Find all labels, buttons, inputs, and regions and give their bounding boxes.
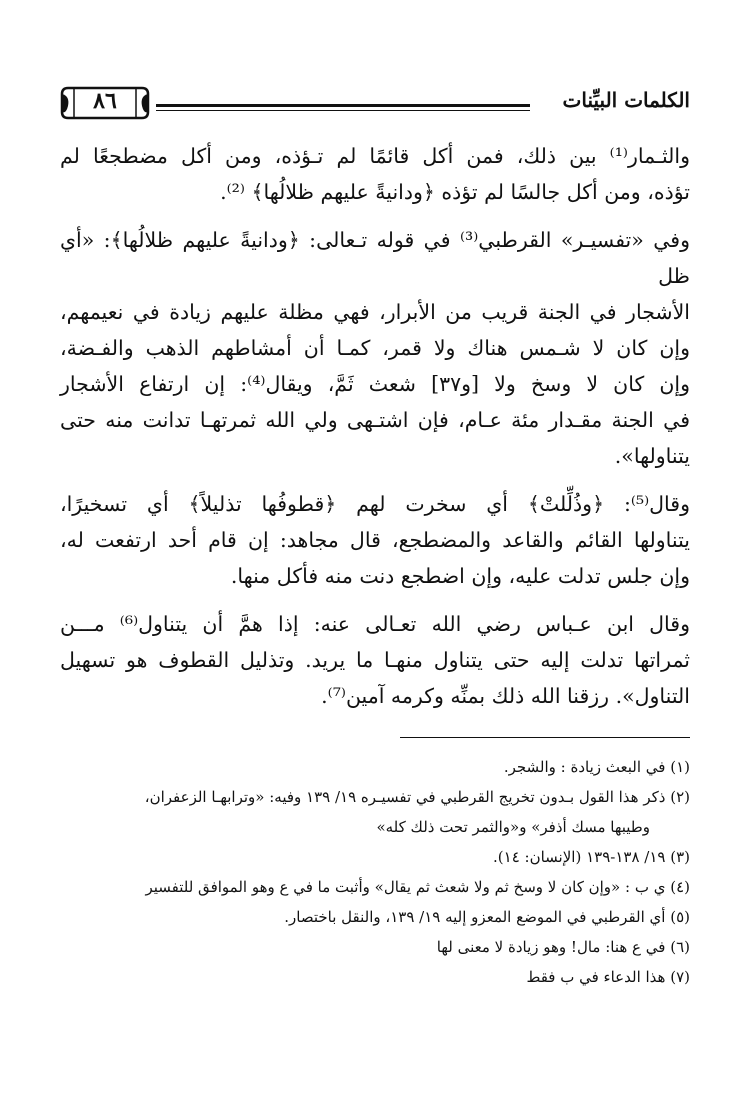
text-line: وإن كان لا شـمس هناك ولا قمر، كمـا أن أمشاطهم الذهب والفـضة،	[60, 336, 690, 360]
page-number-badge	[60, 82, 150, 122]
footnote-5: (٥) أي القرطبي في الموضع المعزو إليه ١٩/ ١٣٩، والنقل باختصار.	[284, 908, 690, 926]
paragraph-1	[60, 138, 690, 210]
text-line: وقال ابن عـباس رضي الله تعـالى عنه: إذا همَّ أن يتناول⁽⁶⁾ مـــن	[60, 612, 690, 636]
running-title: الكلمات البيِّنات	[562, 88, 690, 112]
text-line: وقال⁽⁵⁾: ﴿وذُلِّلتْ﴾ أي سخرت لهم ﴿قطوفُها تذليلاً﴾ أي تسخيرًا،	[60, 492, 690, 516]
page-header	[60, 82, 690, 122]
footnote-7: (٧) هذا الدعاء في ب فقط	[526, 968, 690, 986]
footnote-2: (٢) ذكر هذا القول بـدون تخريج القرطبي في تفسيـره ١٩/ ١٣٩ وفيه: «وترابهـا الزعفران،	[144, 788, 690, 806]
footnote-4: (٤) ي ب : «وإن كان لا وسخ ثم ولا شعث ثم يقال» وأثبت ما في ع وهو الموافق للتفسير	[145, 878, 690, 896]
text-line: وإن كان لا وسخ ولا [و٣٧] شعث ثَمَّ، ويقال⁽⁴⁾: إن ارتفاع الأشجار	[60, 372, 691, 396]
text-line: والثـمار⁽¹⁾ بين ذلك، فمن أكل قائمًا لم تـؤذه، ومن أكل مضطجعًا لم	[60, 144, 690, 168]
text-line: وإن جلس تدلت عليه، وإن اضطجع دنت منه فأكل منها.	[230, 564, 690, 588]
text-line: وفي «تفسيـر» القرطبي⁽³⁾ في قوله تـعالى: ﴿ودانيةً عليهم ظلالُها﴾: «أي ظل	[60, 228, 690, 288]
paragraph-3	[60, 486, 690, 594]
text-line: التناول». رزقنا الله ذلك بمنِّه وكرمه آمين⁽⁷⁾.	[321, 684, 690, 708]
text-line: في الجنة مقـدار مئة عـام، فإن اشتـهى ولي الله ثمرتهـا تدانت منه حتى	[60, 408, 690, 432]
header-rule	[156, 104, 530, 107]
text-line: الأشجار في الجنة قريب من الأبرار، فهي مظلة عليهم زيادة في نعيمهم،	[60, 300, 690, 324]
text-line: ثمراتها تدلت إليه حتى يتناول منهـا ما يريد. وتذليل القطوف هو تسهيل	[60, 648, 690, 672]
footnote-3: (٣) ١٩/ ١٣٨-١٣٩ (الإنسان: ١٤).	[493, 848, 690, 866]
footnotes	[60, 752, 690, 992]
footnote-1: (١) في البعث زيادة : والشجر.	[503, 758, 690, 776]
main-text	[60, 138, 690, 726]
paragraph-4	[60, 606, 690, 714]
footnote-separator	[400, 737, 690, 738]
paragraph-2	[60, 222, 690, 474]
footnote-2-continued: وطيبها مسك أذفر» و«والثمر تحت ذلك كله»	[376, 818, 650, 836]
footnote-6: (٦) في ع هنا: مال! وهو زيادة لا معنى لها	[436, 938, 690, 956]
text-line: تؤذه، ومن أكل جالسًا لم تؤذه ﴿ودانيةً عليهم ظلالُها﴾ ⁽²⁾.	[220, 180, 690, 204]
text-line: يتناولها القائم والقاعد والمضطجع، قال مجاهد: إن قام أحد ارتفعت له،	[60, 528, 690, 552]
text-line: يتناولها».	[614, 444, 690, 468]
page-number: ٨٦	[93, 88, 117, 114]
